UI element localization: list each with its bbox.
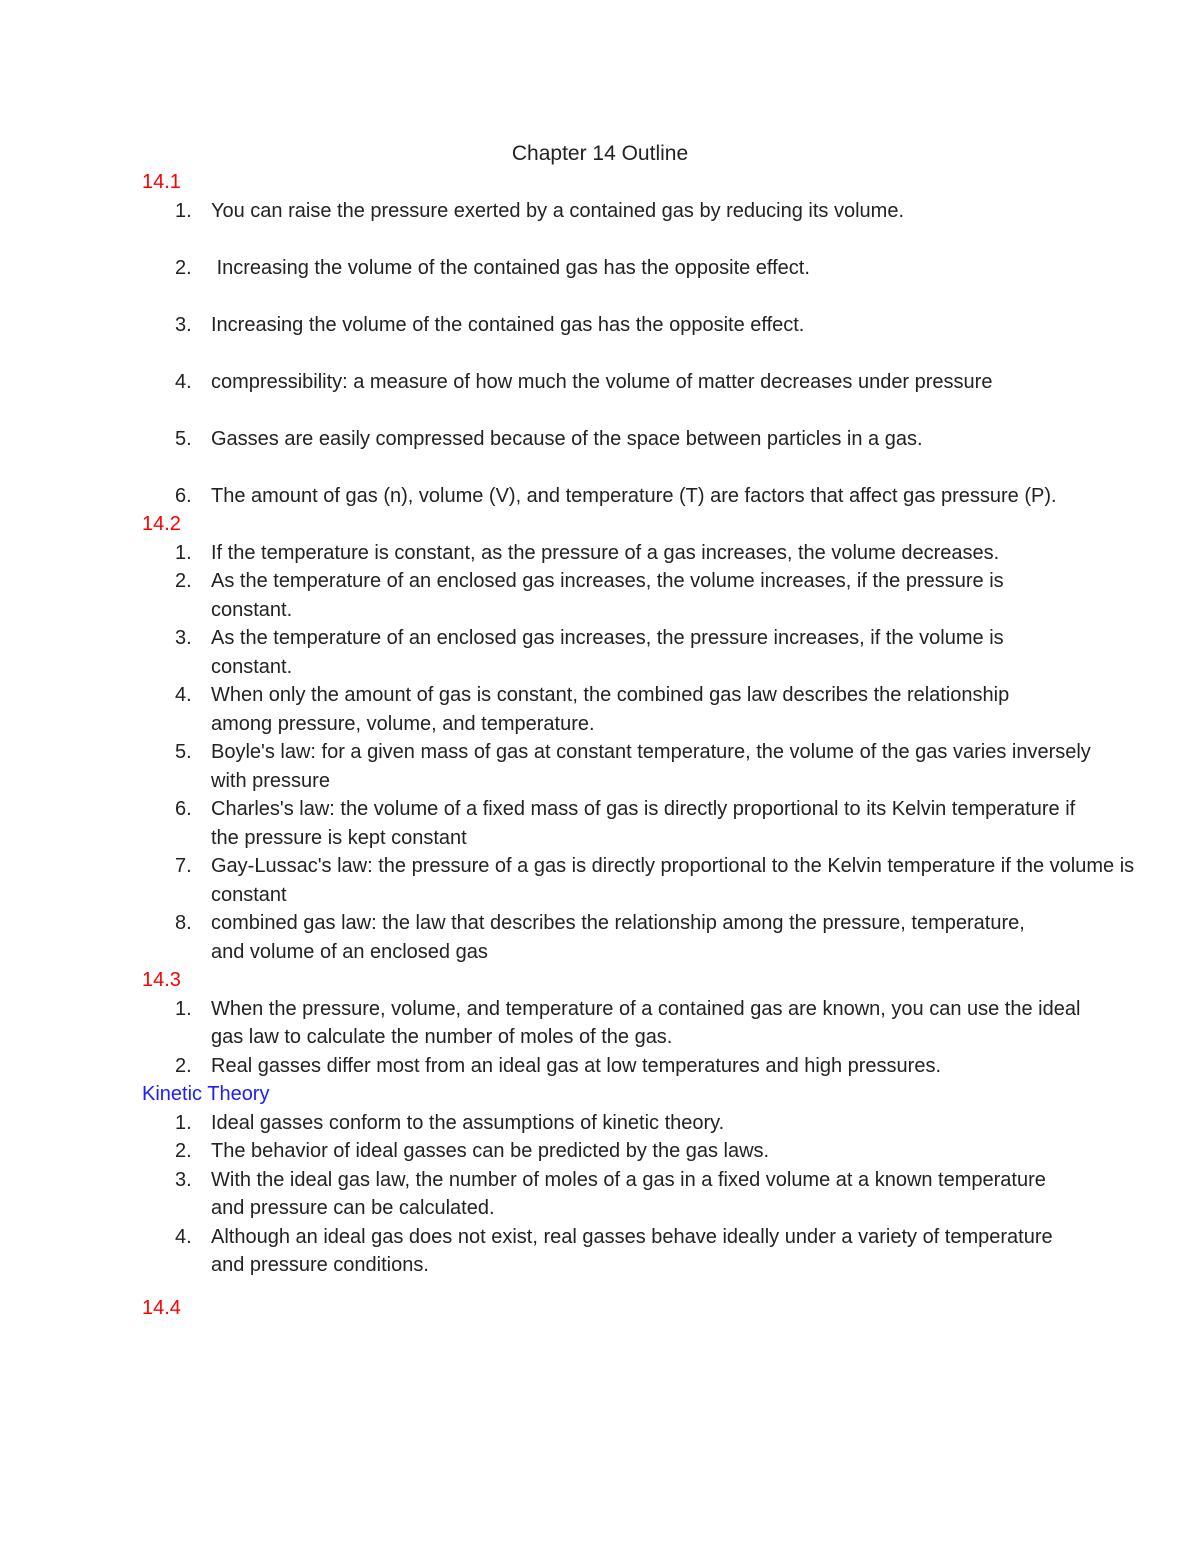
section-list [142,197,1072,511]
outline-section [142,966,1081,1080]
page-title: Chapter 14 Outline [511,142,689,165]
list-item-text: As the temperature of an enclosed gas increases, the pressure increases, if the volume is constant. [211,627,1004,678]
list-number: 5. [175,741,192,763]
list-item-text: The amount of gas (n), volume (V), and temperature (T) are factors that affect gas pressure (P). [211,484,1057,507]
list-number: 8. [175,912,192,934]
list-item [142,311,1072,340]
section-list [142,1109,1072,1280]
list-item-text: Boyle's law: for a given mass of gas at constant temperature, the volume of the gas varies inversely with pressure [211,741,1091,792]
outline-section [142,168,1072,510]
list-item-text: Charles's law: the volume of a fixed mass of gas is directly proportional to its Kelvin temperature if the pressure is kept constant [211,798,1076,849]
list-item-text: With the ideal gas law, the number of moles of a gas in a fixed volume at a known temperature and pressure can be calculated. [211,1168,1046,1219]
list-item-text: Ideal gasses conform to the assumptions of kinetic theory. [211,1111,725,1134]
list-item [142,425,1072,454]
list-number: 1. [175,1111,192,1134]
list-item [142,1052,1141,1081]
list-item [142,539,1031,568]
list-item [142,1223,1081,1280]
list-item [142,852,1146,909]
list-item [142,482,1063,511]
list-number: 4. [175,370,192,393]
list-item-text: Real gasses differ most from an ideal gas at low temperatures and high pressures. [211,1054,941,1077]
list-number: 2. [175,570,192,592]
list-number: 2. [175,1054,192,1077]
list-item [142,995,1101,1052]
list-number: 3. [175,1168,192,1191]
list-number: 2. [175,256,192,279]
list-item-text: compressibility: a measure of how much the volume of matter decreases under pressure [211,370,993,393]
list-item-text: Gasses are easily compressed because of the space between particles in a gas. [211,427,923,450]
list-item-text: Although an ideal gas does not exist, real gasses behave ideally under a variety of temperature and pressure conditions. [211,1225,1053,1276]
list-number: 6. [175,798,192,820]
section-heading: 14.1 [142,171,181,193]
list-number: 7. [175,855,192,877]
list-number: 3. [175,627,192,649]
list-number: 6. [175,484,192,507]
list-item-text: Increasing the volume of the contained gas has the opposite effect. [211,256,810,279]
list-number: 4. [175,1225,192,1248]
outline-section [142,1294,1072,1323]
outline-section [142,510,1146,966]
section-heading: Kinetic Theory [142,1083,270,1105]
list-number: 1. [175,541,192,564]
section-heading: 14.3 [142,969,181,991]
list-item [142,681,1051,738]
section-list [142,995,1081,1081]
list-number: 3. [175,313,192,336]
list-item [142,624,1051,681]
list-item [142,1166,1071,1223]
list-number: 1. [175,199,192,222]
list-item-text: If the temperature is constant, as the pressure of a gas increases, the volume decreases. [211,541,1000,564]
list-item-text: When only the amount of gas is constant, the combined gas law describes the relationship among pressure, volume, and temperature. [211,684,1010,735]
list-item-text: When the pressure, volume, and temperature of a contained gas are known, you can use the ideal gas law to calculate the number of moles of the gas. [211,997,1081,1048]
list-item-text: You can raise the pressure exerted by a contained gas by reducing its volume. [211,199,905,222]
outline-body [142,168,1146,1322]
list-item [142,368,1072,397]
list-item [142,738,1091,795]
list-item [142,1109,1072,1138]
section-list [142,539,1146,967]
list-number: 5. [175,427,192,450]
list-item [142,567,1051,624]
section-heading: 14.4 [142,1296,181,1319]
list-item-text: As the temperature of an enclosed gas increases, the volume increases, if the pressure is constant. [211,570,1004,621]
list-item [142,795,1091,852]
list-item [142,197,1072,226]
list-item-text: Gay-Lussac's law: the pressure of a gas is directly proportional to the Kelvin temperature if the volume is constant [211,855,1146,906]
list-item [142,909,1051,966]
list-item-text: The behavior of ideal gasses can be predicted by the gas laws. [211,1140,770,1162]
list-number: 4. [175,684,192,706]
list-item [142,1137,1072,1166]
outline-section [142,1080,1072,1280]
list-number: 2. [175,1140,192,1162]
list-item [142,254,1072,283]
section-heading: 14.2 [142,513,181,535]
list-item-text: Increasing the volume of the contained gas has the opposite effect. [211,313,805,336]
list-item-text: combined gas law: the law that describes the relationship among the pressure, temperature, and volume of an enclosed gas [211,912,1025,963]
list-number: 1. [175,997,192,1020]
